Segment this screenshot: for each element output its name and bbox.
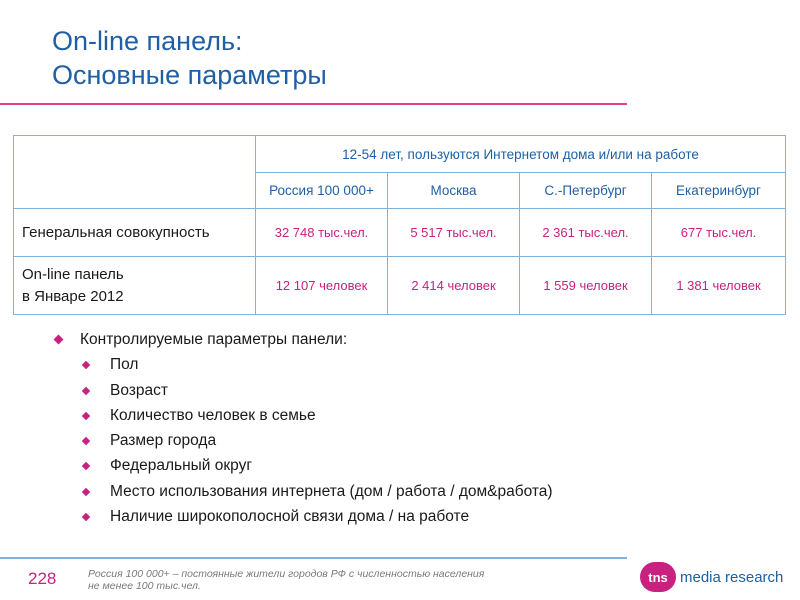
footnote [88, 568, 528, 592]
list-item [52, 327, 553, 352]
table-cell: 677 тыс.чел. [652, 209, 786, 257]
diamond-bullet-icon [82, 462, 90, 470]
list-item [52, 378, 553, 403]
diamond-bullet-icon [82, 513, 90, 521]
title-line-2: Основные параметры [52, 60, 327, 90]
title-divider [0, 103, 627, 105]
row-label-line: Генеральная совокупность [22, 223, 210, 241]
footnote-line: Россия 100 000+ – постоянные жители городов РФ с численностью населения [88, 568, 485, 580]
diamond-bullet-icon [82, 488, 90, 496]
panel-parameters-table [13, 135, 786, 315]
table-group-header-row [14, 136, 786, 173]
list-item-text: Пол [110, 356, 139, 374]
list-item-text: Федеральный округ [110, 457, 253, 475]
column-header: С.-Петербург [520, 173, 652, 209]
list-item [52, 453, 553, 478]
list-item-text: Количество человек в семье [110, 406, 316, 424]
table-cell: 2 414 человек [388, 257, 520, 315]
table-cell: 2 361 тыс.чел. [520, 209, 652, 257]
column-header: Екатеринбург [652, 173, 786, 209]
tns-logo-icon [640, 562, 676, 592]
table-cell: 32 748 тыс.чел. [256, 209, 388, 257]
table-group-header: 12-54 лет, пользуются Интернетом дома и/или на работе [256, 136, 786, 173]
table-cell: 1 559 человек [520, 257, 652, 315]
row-label [14, 209, 256, 257]
table-row [14, 209, 786, 257]
list-item [52, 403, 553, 428]
title-line-1: On-line панель: [52, 26, 243, 56]
footnote-line: не менее 100 тыс.чел. [88, 580, 201, 592]
table-cell: 12 107 человек [256, 257, 388, 315]
list-item-text: Возраст [110, 381, 168, 399]
diamond-bullet-icon [82, 361, 90, 369]
tns-logo [640, 560, 783, 594]
table-cell: 5 517 тыс.чел. [388, 209, 520, 257]
list-item-text: Место использования интернета (дом / работа / дом&работа) [110, 482, 553, 500]
row-label-line: On-line панель [22, 265, 124, 283]
footer-divider [0, 557, 627, 559]
diamond-bullet-icon [54, 335, 64, 345]
table-cell: 1 381 человек [652, 257, 786, 315]
list-heading: Контролируемые параметры панели: [80, 331, 348, 348]
diamond-bullet-icon [82, 437, 90, 445]
list-item-text: Наличие широкополосной связи дома / на работе [110, 508, 470, 526]
page-number: 228 [28, 569, 57, 588]
table-corner-cell [14, 136, 256, 209]
column-header: Москва [388, 173, 520, 209]
page-title [52, 24, 327, 92]
list-item-text: Размер города [110, 432, 217, 450]
list-item [52, 428, 553, 453]
controlled-parameters-list [52, 327, 553, 529]
logo-text: media research [680, 568, 784, 586]
list-item [52, 504, 553, 529]
list-item [52, 352, 553, 377]
table-row [14, 257, 786, 315]
list-item [52, 479, 553, 504]
row-label [14, 257, 256, 315]
diamond-bullet-icon [82, 386, 90, 394]
column-header: Россия 100 000+ [256, 173, 388, 209]
logo-mark-text: tns [648, 570, 668, 585]
row-label-line: в Январе 2012 [22, 287, 124, 305]
diamond-bullet-icon [82, 412, 90, 420]
